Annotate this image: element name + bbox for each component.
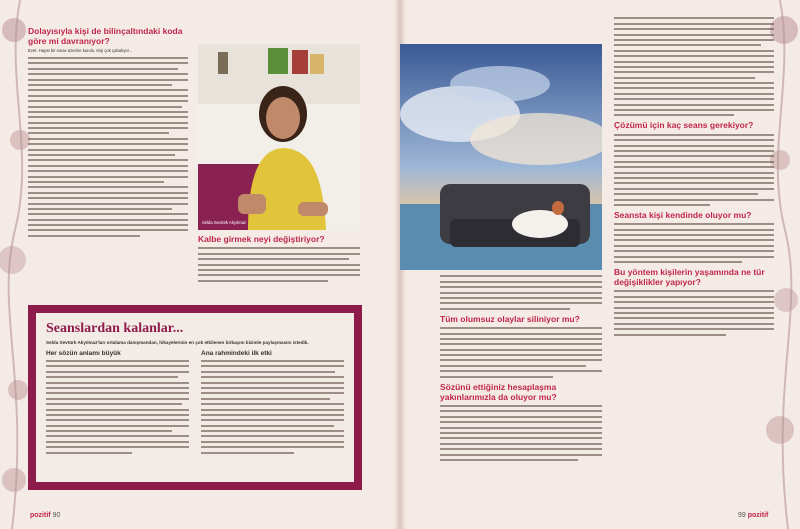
box-column-2 <box>201 350 344 457</box>
intro-text: Evet. Hayat bir sınav üzerine kurulu. Kişi çok çabalıyor... <box>28 48 133 53</box>
section-heading: Tüm olumsuz olaylar siliniyor mu? <box>440 313 580 324</box>
box-subheading: Her sözün anlamı büyük <box>46 349 121 357</box>
body-text-block <box>201 360 344 454</box>
box-title: Seanslardan kalanlar... <box>46 321 184 336</box>
section-heading: Sözünü ettiğiniz hesaplaşma yakınlarımızla da oluyor mu? <box>440 381 557 402</box>
sidebar-box-inner <box>36 313 354 482</box>
folio-brand: pozitif <box>30 512 51 519</box>
left-column <box>28 26 188 240</box>
body-text-block <box>440 405 602 461</box>
body-text-block <box>614 134 774 206</box>
photo-caption: Selda Sevtürk Akyılmaz <box>202 220 246 225</box>
sidebar-box <box>28 305 362 490</box>
left-folio <box>30 512 60 519</box>
sky-sofa-photo <box>400 44 602 270</box>
right-column-1 <box>440 272 602 464</box>
section-heading: Bu yöntem kişilerin yaşamında ne tür değişiklikler yapıyor? <box>614 267 765 288</box>
folio-brand: pozitif <box>747 512 769 519</box>
body-text-block <box>440 275 602 309</box>
body-text-block <box>440 327 602 378</box>
section-heading: Çözümü için kaç seans gerekiyor? <box>614 120 754 131</box>
box-column-1 <box>46 350 189 457</box>
body-text-block <box>614 17 774 116</box>
body-text-block <box>614 290 774 335</box>
portrait-photo <box>198 44 360 230</box>
right-folio <box>738 512 768 519</box>
body-text-block <box>28 57 188 237</box>
page-number: 99 <box>738 512 746 519</box>
box-columns <box>46 350 344 457</box>
right-column-2 <box>614 14 774 339</box>
body-text-block <box>614 223 774 263</box>
box-subtitle: Selda Sevtürk Akyılmaz'ları ortalama danışmandan, hikayelerinin en çok etkilenen birkaçını bizimle paylaşmasını istedik. <box>46 340 309 345</box>
section-heading: Kalbe girmek neyi değiştiriyor? <box>198 234 325 244</box>
box-subheading: Ana rahmindeki ilk etki <box>201 349 272 357</box>
section-heading: Seansta kişi kendinde oluyor mu? <box>614 209 752 220</box>
caption-column <box>198 220 360 285</box>
page-number: 90 <box>52 512 61 519</box>
body-text-block <box>46 360 189 454</box>
body-text-block <box>198 247 360 281</box>
section-heading: Dolayısıyla kişi de bilinçaltındaki koda göre mi davranıyor? <box>28 26 183 46</box>
